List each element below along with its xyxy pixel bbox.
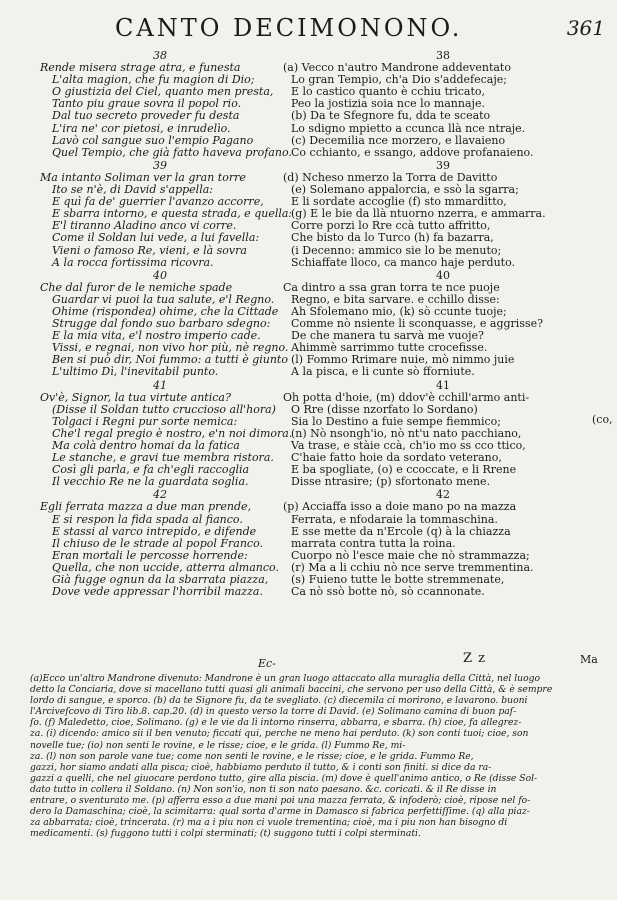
verse-line: L'alta magion, che fu magion di Dio; [52,73,255,87]
verse-line: Che bisto da lo Turco (h) fa bazarra, [291,231,494,245]
verse-line: L'ultimo Dì, l'inevitabil punto. [52,365,219,379]
verse-line: Il chiuso de le strade al popol Franco. [52,536,264,550]
stanza-number: 38 [153,49,167,62]
verse-line: (l) Fommo Rrimare nuie, mò nimmo juie [291,353,515,367]
stanza-number: 42 [436,488,450,502]
footnotes [30,673,600,839]
verse-line: A la pisca, e li cunte sò fforniute. [291,365,475,379]
catchword-right: Ma [580,653,598,666]
verse-line: (i Decenno: ammico sie lo be menuto; [291,243,502,257]
footnote-line: novelle tue; (io) non senti le rovine, e le risse; cioe, e le grida. (l) Fummo Re, mi- [30,739,406,751]
verse-line: Ca dintro a ssa gran torra te nce puoje [283,280,500,294]
verse-line: Disse ntrasire; (p) sfortonato mene. [291,475,491,489]
verse-line: E stassi al varco intrepido, e difende [52,524,257,538]
verse-line: E sse mette da n'Ercole (q) à la chiazza [291,524,511,538]
footnote-line: za. (l) non son parole vane tue; come non senti le rovine, e le risse; cioe, e le grida. Fummo Re, [30,750,474,762]
verse-line: Le stanche, e gravi tue membra ristora. [52,451,274,465]
verse-line: Tanto piu graue sovra il popol rio. [52,97,242,111]
verse-line: (d) Ncheso nmerzo la Torra de Davitto [283,170,498,184]
gathering-signature: Z z [463,651,487,666]
verse-line: Lo sdigno mpietto a ccunca llà nce ntraje. [291,121,526,135]
verse-line: Schiaffate lloco, ca manco haje perduto. [291,255,516,269]
verse-line: Dove vede appressar l'horribil mazza. [52,585,263,599]
verse-line: E quì fa de' guerrier l'avanzo accorre, [52,195,264,209]
verse-line: Quel Tempio, che già fatto haveva profano. [52,145,292,159]
italian-column [40,49,293,599]
verse-line: E li sordate accoglie (f) sto mmarditto, [291,195,507,209]
verse-line: E ba spogliate, (o) e ccoccate, e li Rrene [291,463,517,477]
verse-line: (a) Vecco n'autro Mandrone addeventato [283,61,511,75]
verse-line: O giustizia del Ciel, quanto men presta, [52,85,274,99]
verse-line: Che'l regal pregio è nostro, e'n noi dimora. [52,426,293,440]
stanza-number: 41 [436,378,450,392]
canto-title: CANTO DECIMONONO. [115,14,463,42]
stanza-number: 39 [153,158,167,172]
verse-line: Va trase, e stàie ccà, ch'io mo ss cco ttico, [291,439,526,452]
footnote-line: lordo di sangue, e sporco. (b) da te Signore fu, da te svegliato. (c) diecemila ci morirono, e lavarono. buoni [30,695,528,707]
verse-line: Quella, che non uccide, atterra almanco. [52,560,279,574]
page-number: 361 [566,16,605,40]
verse-line: Ah Sfolemano mio, (k) sò ccunte tuoje; [291,304,507,318]
verse-line: (c) Decemilia nce morzero, e llavaieno [291,133,506,147]
verse-line: (n) Nò nsongh'io, nò nt'u nato pacchiano, [291,426,522,440]
neapolitan-column [283,50,603,598]
verse-line: Sia lo Destino a fuie sempe fiemmico; [291,414,501,428]
verse-line: Peo la jostizia soia nce lo mannaje. [291,97,485,111]
verse-line: Rende misera strage atra, e funesta [40,61,241,75]
verse-line: (s) Fuieno tutte le botte stremmenate, [291,573,505,587]
stanza-number: 41 [153,378,167,392]
catchword-left: Ec- [258,657,276,670]
verse-line: E lo castico quanto è cchiu tricato, [291,85,486,99]
verse-line: Oh potta d'hoie, (m) ddov'è cchill'armo anti- [283,390,530,404]
verse-line: Dal tuo secreto proveder fu desta [52,109,240,123]
verse-line: E si respon la fida spada al fianco. [52,512,243,526]
verse-line: Lo gran Tempio, ch'a Dio s'addefecaje; [291,73,507,87]
stanza-number: 40 [436,268,450,282]
footnote-line: medicamenti. (s) fuggono tutti i colpi sterminati; (t) suggono tutti i colpi sterminati. [30,828,421,840]
verse-line: Vissi, e regnai, non vivo hor più, nè regno. [52,341,289,355]
stanza-number: 42 [153,488,167,502]
verse-line: Tolgaci i Regni pur sorte nemica: [52,414,238,428]
verse-line: Come il Soldan lui vede, a lui favella: [52,231,260,245]
verse-line: Co cchianto, e ssango, addove profanaieno. [291,145,534,159]
verse-line: Ca nò ssò botte nò, sò ccannonate. [291,585,485,599]
verse-line: (b) Da te Sfegnore fu, dda te sceato [291,109,491,123]
verse-line: E la mia vita, e'l nostro imperio cade. [52,329,261,343]
verse-line: marrata contra tutta la roina. [291,536,456,550]
verse-line: Comme nò nsiente li sconquasse, e aggrisse? [291,317,544,331]
verse-line: Ito se n'è, di David s'appella: [52,183,213,197]
page-header [20,14,605,42]
verse-line: Il vecchio Re ne la guardata soglia. [52,475,249,489]
verse-line: Ma colà dentro homai da la fatica [52,439,240,452]
verse-line: Ohime (rispondea) ohime, che la Cittade [52,304,279,318]
footnote-line: gazzi a quelli, che nel giuocare perdono tutto, gire alla piscia. (m) dove è quell'animo antico, o Re (disse Sol- [30,772,538,784]
verse-line: Strugge dal fondo suo barbaro sdegno: [52,317,271,331]
footnote-line: (a)Ecco un'altro Mandrone divenuto: Mandrone è un gran luogo attaccato alla muraglia della Città, nel luogo [30,673,541,684]
verse-line: Ov'è, Signor, la tua virtute antica? [40,390,231,404]
footnote-line: dero la Damaschina; cioè, la scimitarra: qual sorta d'arme in Damasco si fabrica perfettiſſime. (q) alla piaz- [30,806,530,818]
footnote-line: detto la Conciaria, dove si macellano tutti quasi gli animali baccini, che servono per uso della Città, & è sempre [30,684,553,696]
verse-line: Lavò col sangue suo l'empio Pagano [52,133,254,147]
verse-line: Già fugge ognun da la sbarrata piazza, [52,573,269,587]
verse-line: A la rocca fortissima ricovra. [52,255,214,269]
footnote-line: za abbarrata; cioè, trincerata. (r) ma a i piu non ci vuole trementina; cioè, ma i piu non han bisogno di [30,817,508,829]
verse-line: Vieni o famoso Re, vieni, e là sovra [52,243,247,257]
verse-line: Eran mortali le percosse horrende: [52,548,248,562]
verse-line: (g) E le bie da llà ntuorno nzerra, e ammarra. [291,207,546,221]
footnote-line: ſo. (f) Maledetto, cioe, Solimano. (g) e le vie da lì intorno rinserra, abbarra, e sbarra. (h) cioe, fa allegrez- [30,717,522,729]
verse-line: Egli ferrata mazza a due man prende, [40,500,252,514]
verse-line: Che dal furor de le nemiche spade [40,280,233,294]
stanza-number: 40 [153,268,167,282]
footnote-line: gazzi, hor siamo andati alla pisca; cioè, habbiamo perduto il tutto, & i conti son finiti. si dice da ra- [30,761,492,773]
verse-line: Ferrata, e nfodaraie la tommaschina. [291,512,498,526]
verse-line: (e) Solemano appalorcia, e ssò la sgarra; [291,183,519,197]
verse-line: L'ira ne' cor pietosi, e inrudelìo. [52,121,231,135]
verse-line: C'haie fatto hoie da sordato veterano, [291,451,502,465]
footnote-line: za. (i) dicendo: amico sii il ben venuto; ficcati qui, perche ne meno hai perduto. (k) son conti tuoi; cioe, son [30,728,529,740]
stanza-number: 39 [436,158,450,172]
verse-line: Regno, e bita sarvare. e cchillo disse: [291,292,500,306]
footnote-line: dato tutto in collera il Soldano. (n) Non son'io, non ti son nato paesano. &c. coricati. & il Re disse in [30,783,497,795]
verse-line: De che manera tu sarvà me vuoje? [291,329,484,343]
verse-line: Così gli parla, e fa ch'egli raccoglia [52,463,250,477]
verse-line: Cuorpo nò l'esce maie che nò strammazza; [291,548,530,562]
verse-line: Corre porzi lo Rre ccà tutto affritto, [291,219,491,233]
verse-line: Ma intanto Soliman ver la gran torre [40,170,246,184]
verse-line: (Disse il Soldan tutto cruccioso all'hora) [52,402,276,416]
verse-line: Guardar vi puoi la tua salute, e'l Regno. [52,292,275,306]
verse-line: E'l tiranno Aladino anco vi corre. [52,219,237,233]
verse-line: Ahimmè sarrimmo tutte crocefisse. [291,341,488,355]
stanza-number: 38 [436,49,450,62]
verse-line: E sbarra intorno, e questa strada, e quella: [52,207,293,221]
line-continuation: (co, [592,413,613,426]
verse-line: (p) Acciaffa isso a doie mano po na mazza [283,500,517,514]
verse-line: (r) Ma a li cchiu nò nce serve tremmentina. [291,560,534,574]
footnote-line: l'Arciveſcovo di Tiro lib.8. cap.20. (d) in questo verso la torre di David. (e) Solimano camina di buon paſ- [30,706,517,718]
verse-line: O Rre (disse nzorfato lo Sordano) [291,402,478,416]
footnote-line: entrare, o sventurato me. (p) afferra esso a due mani poi una mazza ferrata, & infoderò; cioè, ripose nel fo- [30,795,531,807]
verse-line: Ben si può dir, Noi fummo: a tutti è giunto [52,353,288,367]
